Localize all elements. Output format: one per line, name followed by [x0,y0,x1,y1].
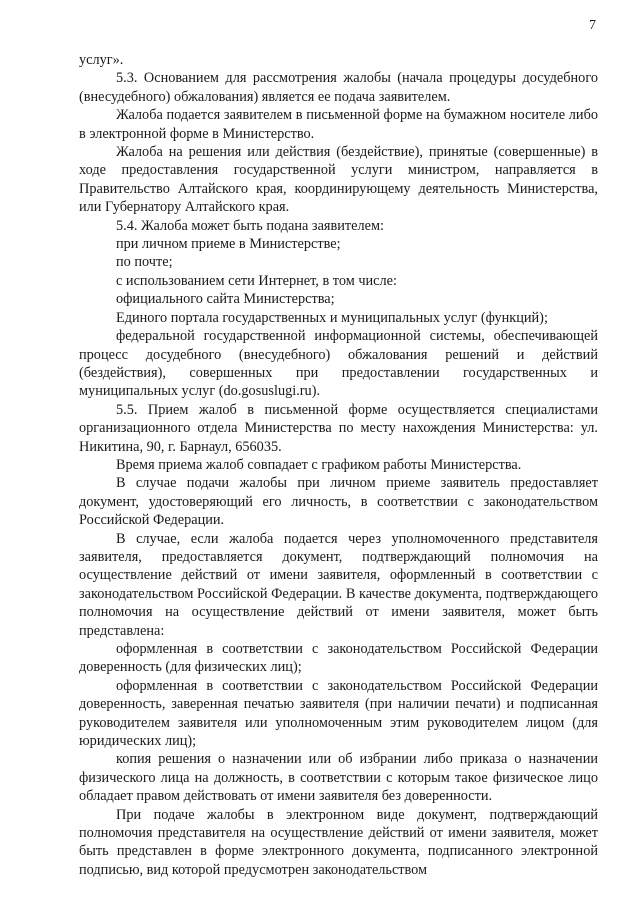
list-item-federal-system: федеральной государственной информационной системы, обеспечивающей процесс досудебного (внесудебного) обжалования решений и действий (бездействия), совершенных при предоставлении государственных и муниципальных услуг (do.gosuslugi.ru). [79,328,598,400]
paragraph-complaint-minister: Жалоба на решения или действия (бездействие), принятые (совершенные) в ходе предоставления государственной услуги министром, направляется в Правительство Алтайского края, координирующему деятельность Министерства, или Губернатору Алтайского края. [79,144,598,216]
paragraph-complaint-form: Жалоба подается заявителем в письменной форме на бумажном носителе либо в электронной форме в Министерство. [79,107,598,142]
paragraph-5-3: 5.3. Основанием для рассмотрения жалобы (начала процедуры досудебного (внесудебного) обжалования) является ее подача заявителем. [79,70,598,105]
list-item-personal: при личном приеме в Министерстве; [116,236,341,253]
list-item-appointment-copy: копия решения о назначении или об избрании либо приказа о назначении физического лица на должность, в соответствии с которым такое физическое лицо обладает правом действовать от имени заявителя без доверенности. [79,751,598,805]
list-item-portal: Единого портала государственных и муниципальных услуг (функций); [116,309,548,326]
paragraph-personal-identity: В случае подачи жалобы при личном приеме заявитель предоставляет документ, удостоверяющий его личность, в соответствии с законодательством Российской Федерации. [79,475,598,529]
paragraph-continuation: услуг». [79,52,124,68]
document-body [79,51,598,879]
list-item-power-of-attorney-individual: оформленная в соответствии с законодательством Российской Федерации доверенность (для физических лиц); [79,641,598,676]
list-item-internet: с использованием сети Интернет, в том числе: [116,272,397,289]
paragraph-5-4: 5.4. Жалоба может быть подана заявителем: [116,217,384,234]
paragraph-representative: В случае, если жалоба подается через уполномоченного представителя заявителя, предоставляется документ, подтверждающий полномочия на осуществление действий от имени заявителя, оформленный в соответствии с законодательством Российской Федерации. В качестве документа, подтверждающего полномочия на осуществление действий от имени заявителя, может быть представлена: [79,530,598,639]
list-item-power-of-attorney-legal: оформленная в соответствии с законодательством Российской Федерации доверенность, заверенная печатью заявителя (при наличии печати) и подписанная руководителем заявителя или уполномоченным этим руководителем лицом (для юридических лиц); [79,677,598,750]
paragraph-electronic-submission: При подаче жалобы в электронном виде документ, подтверждающий полномочия представителя на осуществление действий от имени заявителя, может быть представлен в форме электронного документа, подписанного электронной подписью, вид которой предусмотрен законодательством [79,806,598,878]
paragraph-reception-time: Время приема жалоб совпадает с графиком работы Министерства. [116,456,522,473]
page-number: 7 [589,18,596,33]
list-item-mail: по почте; [116,254,173,271]
paragraph-5-5: 5.5. Прием жалоб в письменной форме осуществляется специалистами организационного отдела Министерства по месту нахождения Министерства: ул. Никитина, 90, г. Барнаул, 656035. [79,401,598,455]
list-item-official-site: официального сайта Министерства; [116,291,335,308]
